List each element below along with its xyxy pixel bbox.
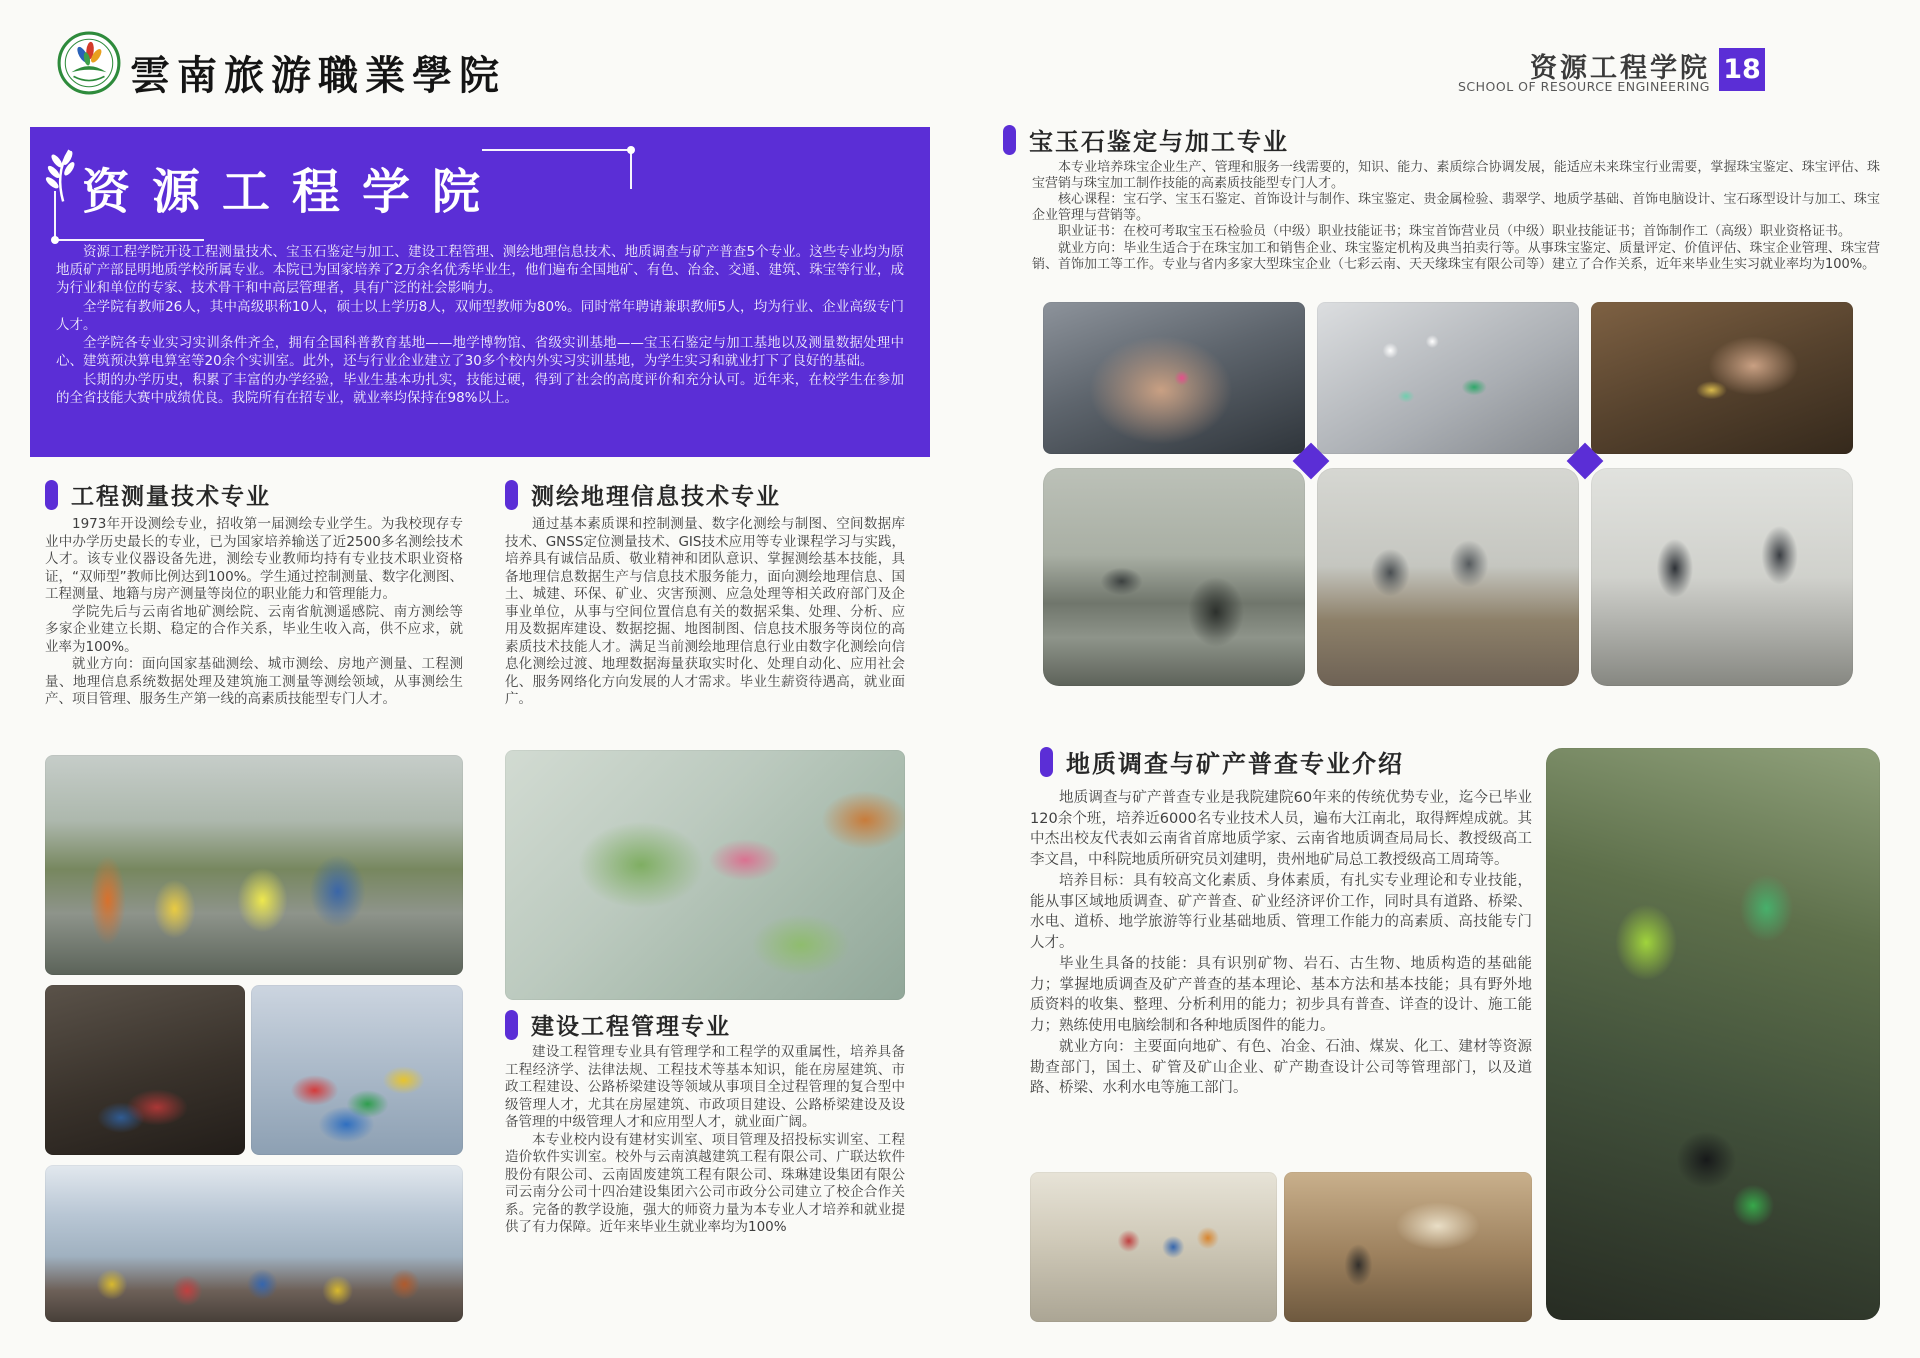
section-bullet-icon	[1040, 747, 1053, 777]
paragraph: 就业方向：面向国家基础测绘、城市测绘、房地产测量、工程测量、地理信息系统数据处理及建筑施工测量等测绘领域，从事测绘生产、项目管理、服务生产第一线的高素质技能型专门人才。	[45, 656, 463, 708]
section-bullet-icon	[505, 480, 518, 510]
paragraph: 就业方向：毕业生适合于在珠宝加工和销售企业、珠宝鉴定机构及典当拍卖行等。从事珠宝鉴定、质量评定、价值评估、珠宝企业管理、珠宝营销、首饰加工等工作。专业与省内多家大型珠宝企业（七彩云南、天天缘珠宝有限公司等）建立了合作关系，近年来毕业生实习就业率均为100%。	[1032, 240, 1880, 272]
photo-campus-aerial-rendering	[505, 750, 905, 1000]
paragraph: 核心课程：宝石学、宝玉石鉴定、首饰设计与制作、珠宝鉴定、贵金属检验、翡翠学、地质学基础、首饰电脑设计、宝石琢型设计与加工、珠宝企业管理与营销等。	[1032, 192, 1880, 224]
photo-jewelry-crafting	[1591, 302, 1853, 454]
section-heading-engineering-survey	[45, 478, 271, 511]
section-title: 测绘地理信息技术专业	[531, 484, 781, 510]
photo-microscope-lab	[1591, 468, 1853, 686]
photo-surveying-field-practice	[45, 755, 463, 975]
paragraph: 毕业生具备的技能：具有识别矿物、岩石、古生物、地质构造的基础能力；掌握地质调查及矿产普查的基本理论、基本方法和基本技能；具有野外地质资料的收集、整理、分析利用的能力；初步具有普查、详查的设计、施工能力；熟练使用电脑绘制和各种地质图件的能力。	[1030, 955, 1532, 1035]
section-title: 地质调查与矿产普查专业介绍	[1066, 750, 1404, 778]
photo-terrain-model-activity	[251, 985, 463, 1155]
title-bracket-bottom-left	[54, 191, 204, 241]
intro-paragraph: 全学院各专业实习实训条件齐全，拥有全国科普教育基地——地学博物馆、省级实训基地——宝玉石鉴定与加工基地以及测量数据处理中心、建筑预决算电算室等20余个实训室。此外，还与行业企业建立了30多个校内外实习实训基地，为学生实习和就业打下了良好的基础。	[56, 335, 904, 370]
paragraph: 职业证书：在校可考取宝玉石检验员（中级）职业技能证书；珠宝首饰营业员（中级）职业技能证书；首饰制作工（高级）职业资格证书。	[1058, 224, 1852, 240]
intro-paragraph: 资源工程学院开设工程测量技术、宝玉石鉴定与加工、建设工程管理、测绘地理信息技术、地质调查与矿产普查5个专业。这些专业均为原地质矿产部昆明地质学校所属专业。本院已为国家培养了2万余名优秀毕业生，他们遍布全国地矿、有色、冶金、交通、建筑、珠宝等行业，成为行业和单位的专家、技术骨干和中高层管理者，具有广泛的社会影响力。	[56, 244, 904, 297]
college-name-calligraphy: 雲南旅游職業學院	[130, 52, 506, 99]
paragraph: 培养目标：具有较高文化素质、身体素质，有扎实专业理论和专业技能，能从事区域地质调查、矿产普查、矿业经济评价工作，同时具有道路、桥梁、水电、道桥、地学旅游等行业基础地质、管理工作能力的高素质、高技能专门人才。	[1030, 872, 1532, 952]
paragraph: 本专业校内设有建材实训室、项目管理及招投标实训室、工程造价软件实训室。校外与云南滇越建筑工程有限公司、广联达软件股份有限公司、云南固废建筑工程有限公司、珠琳建设集团有限公司云南分公司十四冶建设集团六公司市政分公司建立了校企合作关系。完备的教学设施，强大的师资力量为本专业人才培养和就业提供了有力保障。近年来毕业生就业率均为100%	[505, 1131, 905, 1236]
paragraph: 本专业培养珠宝企业生产、管理和服务一线需要的，知识、能力、素质综合协调发展，能适应未来珠宝行业需要，掌握珠宝鉴定、珠宝评估、珠宝营销与珠宝加工制作技能的高素质技能型专门人才。	[1032, 160, 1880, 192]
school-name-cn: 资源工程学院	[1530, 53, 1710, 84]
section-heading-geo-information	[505, 478, 781, 511]
photo-gem-loupe-inspection	[1043, 302, 1305, 454]
photo-jewelry-rings-gems	[1317, 302, 1579, 454]
photo-geology-fieldwork	[1546, 748, 1880, 1320]
title-bracket-top-right	[482, 149, 632, 189]
construction-management-text	[505, 1044, 905, 1237]
page-number: 18	[1723, 54, 1761, 85]
intro-paragraph: 长期的办学历史，积累了丰富的办学经验，毕业生基本功扎实，技能过硬，得到了社会的高度评价和充分认可。近年来，在校学生在参加的全省技能大赛中成绩优良。我院所有在招专业，就业率均保持在98%以上。	[56, 371, 904, 406]
intro-panel-title: 资源工程学院	[82, 164, 503, 220]
geo-information-text	[505, 516, 905, 709]
section-bullet-icon	[1003, 125, 1016, 155]
photo-geology-museum	[1284, 1172, 1532, 1322]
section-title: 建设工程管理专业	[531, 1014, 731, 1040]
intro-panel	[30, 127, 930, 457]
paragraph: 1973年开设测绘专业，招收第一届测绘专业学生。为我校现存专业中办学历史最长的专业，已为国家培养输送了近2500多名测绘技术人才。该专业仪器设备先进，测绘专业教师均持有专业技术职业资格证，“双师型”教师比例达到100%。学生通过控制测量、数字化测图、工程测量、地籍与房产测量等岗位的职业能力和管理能力。	[45, 516, 463, 603]
college-logo-icon	[56, 30, 122, 96]
paragraph: 就业方向：主要面向地矿、有色、冶金、石油、煤炭、化工、建材等资源勘查部门，国土、矿管及矿山企业、矿产勘查设计公司等管理部门，以及道路、桥梁、水利水电等施工部门。	[1030, 1038, 1532, 1097]
photo-indoor-training	[45, 985, 245, 1155]
gem-appraisal-text	[1032, 160, 1880, 273]
paragraph: 学院先后与云南省地矿测绘院、云南省航测遥感院、南方测绘等多家企业建立长期、稳定的合作关系，毕业生收入高，供不应求，就业率为100%。	[45, 603, 463, 655]
photo-instrument-lab	[1317, 468, 1579, 686]
school-name-en: SCHOOL OF RESOURCE ENGINEERING	[1457, 79, 1710, 94]
section-title: 工程测量技术专业	[71, 484, 271, 510]
paragraph: 通过基本素质课和控制测量、数字化测绘与制图、空间数据库技术、GNSS定位测量技术、GIS技术应用等专业课程学习与实践，培养具有诚信品质、敬业精神和团队意识、掌握测绘基本技能，具备地理信息数据生产与信息技术服务能力，面向测绘地理信息、国土、城建、环保、矿业、灾害预测、应急处理等相关政府部门及企事业单位，从事与空间位置信息有关的数据采集、处理、分析、应用及数据库建设、数据挖掘、地图制图、信息技术服务等岗位的高素质技术技能人才。满足当前测绘地理信息行业由数字化测绘向信息化测绘过渡、地理数据海量获取实时化、处理自动化、应用社会化、服务网络化方向发展的人才需求。毕业生薪资待遇高，就业面广。	[505, 516, 905, 708]
section-heading-gem-appraisal	[1003, 122, 1289, 157]
intro-paragraphs	[56, 243, 904, 407]
paragraph: 地质调查与矿产普查专业是我院建院60年来的传统优势专业，迄今已毕业120余个班，培养近6000名专业技术人员，遍布大江南北，取得辉煌成就。其中杰出校友代表如云南省首席地质学家、云南省地质调查局局长、教授级高工李文昌，中科院地质所研究员刘建明，贵州地矿局总工教授级高工周琦等。	[1030, 790, 1532, 869]
intro-paragraph: 全学院有教师26人，其中高级职称10人，硕士以上学历8人，双师型教师为80%。同时常年聘请兼职教师5人，均为行业、企业高级专门人才。	[56, 298, 904, 333]
photo-computer-lab	[1043, 468, 1305, 686]
page-number-badge	[1719, 48, 1765, 91]
section-title: 宝玉石鉴定与加工专业	[1029, 128, 1289, 156]
engineering-survey-text	[45, 516, 463, 709]
section-bullet-icon	[45, 480, 58, 510]
photo-group-hardhats	[45, 1165, 463, 1322]
section-heading-construction-management	[505, 1008, 731, 1041]
photo-rock-outcrop-visit	[1030, 1172, 1277, 1322]
section-bullet-icon	[505, 1010, 518, 1040]
geological-survey-text	[1030, 788, 1532, 1099]
section-heading-geological-survey	[1040, 744, 1404, 779]
paragraph: 建设工程管理专业具有管理学和工程学的双重属性，培养具备工程经济学、法律法规、工程技术等基本知识，能在房屋建筑、市政工程建设、公路桥梁建设等领域从事项目全过程管理的复合型中级管理人才，尤其在房屋建筑、市政项目建设、公路桥梁建设及设备管理的中级管理人才和应用型人才，就业面广阔。	[505, 1044, 905, 1131]
